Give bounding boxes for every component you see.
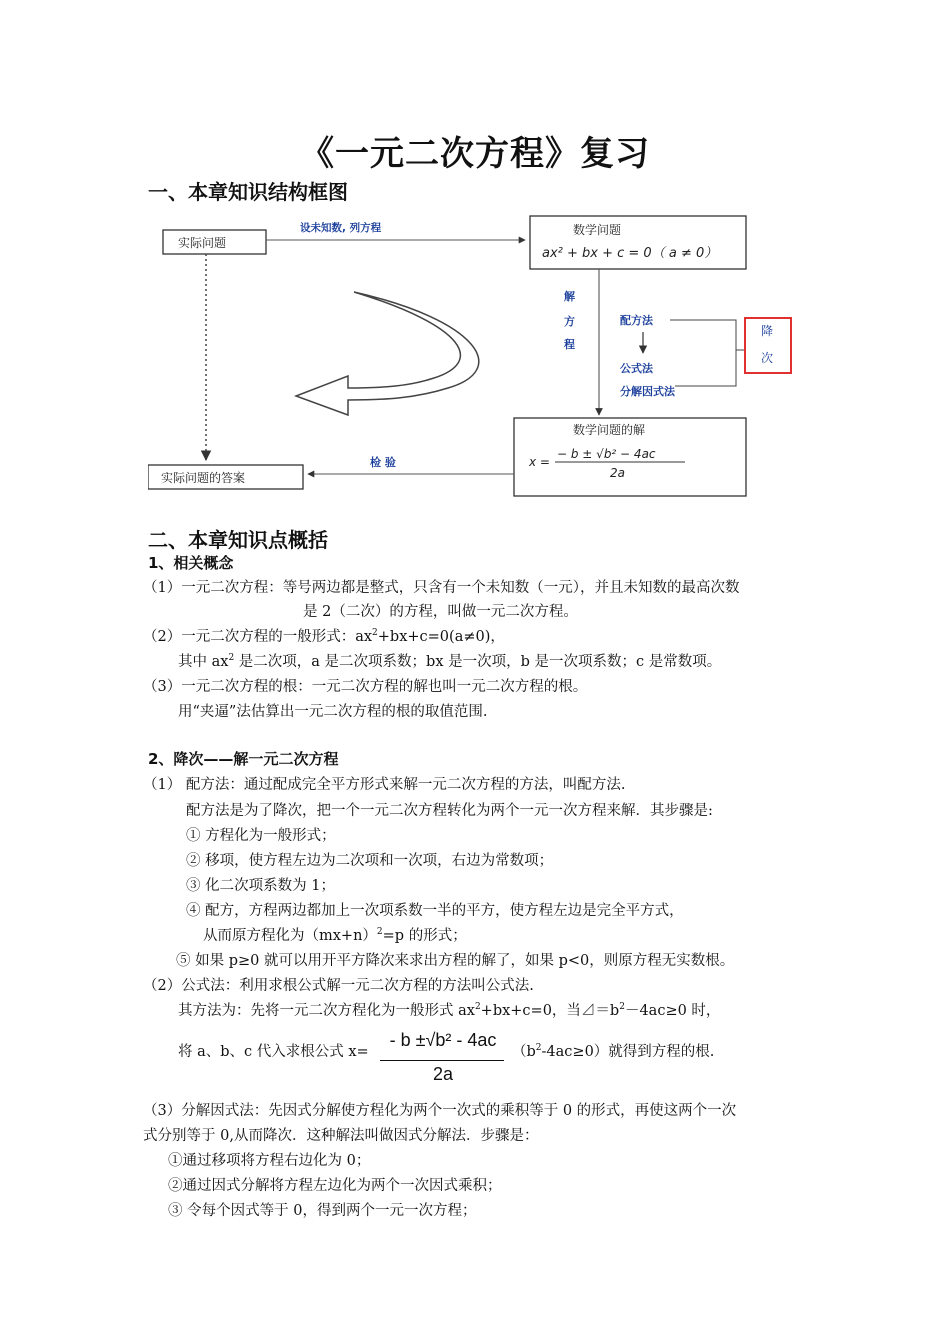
step-4: ④ 配方，方程两边都加上一次项系数一半的平方，使方程左边是完全平方式， xyxy=(186,903,684,919)
curved-arrow-shape xyxy=(296,292,479,415)
factoring-line-1: （3）分解因式法：先因式分解使方程化为两个一次式的乘积等于 0 的形式，再使这两个一次 xyxy=(143,1103,737,1119)
step-2: ② 移项，使方程左边为二次项和一次项，右边为常数项； xyxy=(186,853,554,869)
answer-label: 实际问题的答案 xyxy=(161,471,246,485)
factoring-step-1: ①通过移项将方程右边化为 0； xyxy=(168,1153,371,1169)
completing-square-line-2: 配方法是为了降次，把一个一元二次方程转化为两个一元一次方程来解．其步骤是: xyxy=(186,803,713,819)
step-1: ① 方程化为一般形式； xyxy=(186,828,336,844)
quadratic-formula-bar xyxy=(380,1060,504,1061)
formula-method-line-2: 其方法为：先将一元二次方程化为一般形式 $ax^2+bx+c=0$，当$⊿=b^2-4ac\ge 0$ 时， xyxy=(178,1002,721,1019)
formula-method-line-3-suffix: $(b^2-4ac\ge 0)$就得到方程的根. xyxy=(512,1043,715,1060)
math-solution-label: 数学问题的解 xyxy=(573,423,646,437)
real-problem-label: 实际问题 xyxy=(178,236,227,250)
concept-line-6: 用“夹逼”法估算出一元二次方程的根的取值范围. xyxy=(178,704,488,720)
concept-line-4: 其中 $ax^2$ 是二次项，a 是二次项系数；bx 是一次项，b 是一次项系数；c 是常数项。 xyxy=(178,653,722,670)
step-4-continued: 从而原方程化为$(mx+n)^2=p$ 的形式； xyxy=(203,927,467,944)
factoring-step-3: ③ 令每个因式等于 0，得到两个一元一次方程； xyxy=(168,1203,477,1219)
root-formula-denominator: 2a xyxy=(610,466,625,480)
quadratic-formula-denominator: 2a xyxy=(432,1064,454,1084)
root-formula-lhs: x = xyxy=(529,455,550,469)
solve-label-1: 解 xyxy=(564,290,575,303)
math-problem-box xyxy=(530,216,746,269)
check-arrow-label: 检 验 xyxy=(370,456,396,469)
reduce-degree-label-1: 降 xyxy=(761,324,774,338)
root-formula-numerator: − b ± √b² − 4ac xyxy=(557,447,656,461)
factoring-step-2: ②通过因式分解将方程左边化为两个一次因式乘积； xyxy=(168,1178,502,1194)
method-factoring: 分解因式法 xyxy=(620,385,675,398)
setup-arrow-label: 设未知数, 列方程 xyxy=(300,222,382,234)
section2-heading: 二、本章知识点概括 xyxy=(148,528,328,552)
completing-square-line-1: （1） 配方法：通过配成完全平方形式来解一元二次方程的方法，叫配方法. xyxy=(143,777,626,793)
subsection2-heading: 2、降次——解一元二次方程 xyxy=(148,750,339,768)
concept-line-3: （2）一元二次方程的一般形式：$ax^2+bx+c=0(a\ne 0)$， xyxy=(143,628,505,645)
math-problem-label: 数学问题 xyxy=(573,223,622,237)
concept-line-5: （3）一元二次方程的根：一元二次方程的解也叫一元二次方程的根。 xyxy=(143,679,588,695)
formula-method-line-1: （2）公式法：利用求根公式解一元二次方程的方法叫公式法. xyxy=(143,978,534,994)
methods-bracket xyxy=(670,320,736,386)
factoring-line-2: 式分别等于 0,从而降次．这种解法叫做因式分解法．步骤是： xyxy=(143,1128,539,1144)
quadratic-formula-fraction xyxy=(380,1030,506,1090)
section1-heading: 一、本章知识结构框图 xyxy=(148,180,348,204)
solve-label-2: 方 xyxy=(564,315,575,328)
concept-line-1: （1）一元二次方程：等号两边都是整式，只含有一个未知数（一元），并且未知数的最高次数 xyxy=(143,580,740,596)
subsection1-heading: 1、相关概念 xyxy=(148,554,234,572)
general-form-equation: ax² + bx + c = 0（ a ≠ 0） xyxy=(542,246,718,261)
formula-method-line-3-prefix: 将 a、b、c 代入求根公式 x= xyxy=(178,1044,369,1060)
reduce-degree-label-2: 次 xyxy=(761,351,774,365)
concept-line-2: 是 2（二次）的方程，叫做一元二次方程。 xyxy=(303,604,578,620)
quadratic-formula-numerator: - b ±√b² - 4ac xyxy=(389,1030,497,1050)
knowledge-structure-diagram xyxy=(148,210,828,510)
step-3: ③ 化二次项系数为 1； xyxy=(186,878,335,894)
step-5: ⑤ 如果 p≥0 就可以用开平方降次来求出方程的解了，如果 p<0，则原方程无实数根。 xyxy=(176,953,735,969)
method-formula: 公式法 xyxy=(620,362,653,375)
solve-label-3: 程 xyxy=(564,338,575,351)
method-completing-square: 配方法 xyxy=(620,314,653,327)
page-title: 《一元二次方程》复习 xyxy=(300,134,650,174)
